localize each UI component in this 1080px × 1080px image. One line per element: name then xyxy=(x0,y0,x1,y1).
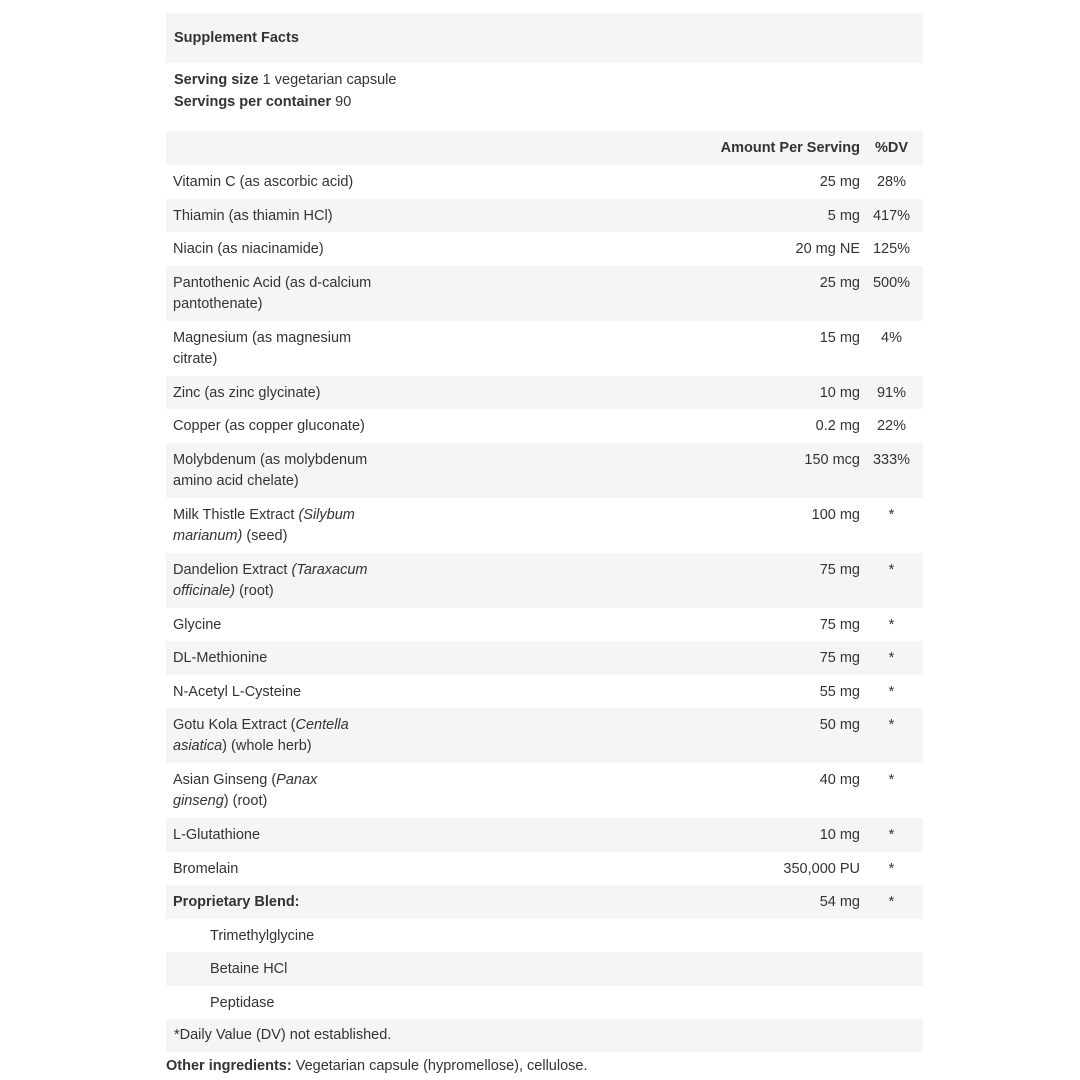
ingredient-name xyxy=(166,715,388,757)
ingredient-amount: 5 mg xyxy=(827,207,860,224)
table-row xyxy=(166,641,923,675)
ingredient-part: ) (whole herb) xyxy=(222,738,312,754)
ingredient-name: L-Glutathione xyxy=(173,827,261,843)
servings-per-container-label: Servings per container xyxy=(174,94,332,110)
ingredient-dv: 91% xyxy=(876,384,907,401)
table-row xyxy=(166,818,923,852)
ingredient-name-line1: Molybdenum (as molybdenum xyxy=(173,451,368,468)
header-dv: %DV xyxy=(874,139,909,156)
ingredient-name-line1: Pantothenic Acid (as d-calcium xyxy=(173,274,372,291)
ingredient-part: (root) xyxy=(235,582,274,599)
ingredient-name xyxy=(166,273,388,315)
ingredient-amount: 0.2 mg xyxy=(815,418,860,434)
ingredient-amount: 75 mg xyxy=(819,616,860,633)
ingredient-dv: * xyxy=(888,894,895,910)
ingredient-name-text: Gotu Kola Extract ( xyxy=(173,717,296,733)
table-row xyxy=(166,199,923,233)
ingredient-dv: * xyxy=(888,717,895,733)
header-amount: Amount Per Serving xyxy=(720,139,860,156)
ingredient-dv: 333% xyxy=(872,451,911,468)
ingredient-dv: 22% xyxy=(876,418,907,434)
table-row xyxy=(166,498,923,553)
ingredient-name: Zinc (as zinc glycinate) xyxy=(173,384,321,401)
table-row xyxy=(166,708,923,763)
latin-name-part1: Panax xyxy=(276,772,318,788)
blend-item-row xyxy=(166,952,923,986)
latin-name-part2: marianum) xyxy=(173,527,243,544)
blend-item-row xyxy=(166,919,923,953)
ingredient-dv: 28% xyxy=(876,174,907,190)
ingredient-dv: * xyxy=(888,561,895,578)
ingredient-amount: 150 mcg xyxy=(804,451,860,468)
blend-item: Betaine HCl xyxy=(210,961,288,977)
table-row xyxy=(166,165,923,199)
ingredient-dv: * xyxy=(888,860,895,877)
blend-item-row xyxy=(166,986,923,1020)
dv-footnote: *Daily Value (DV) not established. xyxy=(166,1019,923,1052)
ingredient-name xyxy=(166,560,388,602)
ingredient-amount: 50 mg xyxy=(819,717,860,733)
ingredient-name-line2: pantothenate) xyxy=(173,295,263,312)
latin-name-part2: ginseng xyxy=(173,793,224,809)
serving-info xyxy=(166,63,923,124)
table-row xyxy=(166,885,923,919)
latin-name-part2: asiatica xyxy=(173,738,223,754)
table-row xyxy=(166,409,923,443)
table-row xyxy=(166,266,923,321)
ingredient-name-text: Dandelion Extract xyxy=(173,561,292,578)
table-header xyxy=(166,131,923,165)
ingredient-name xyxy=(166,770,388,812)
ingredient-dv: 500% xyxy=(872,274,911,291)
ingredient-dv: * xyxy=(888,827,895,843)
ingredient-name-text: Milk Thistle Extract xyxy=(173,506,299,523)
ingredient-amount: 25 mg xyxy=(819,274,860,291)
serving-size-label: Serving size xyxy=(174,72,259,88)
table-row xyxy=(166,321,923,376)
ingredient-part: (seed) xyxy=(242,527,288,544)
ingredient-amount: 25 mg xyxy=(819,174,860,190)
ingredient-amount: 40 mg xyxy=(819,772,860,788)
ingredient-name-line1: Magnesium (as magnesium xyxy=(173,329,352,346)
ingredient-name: Glycine xyxy=(173,616,222,633)
ingredient-name: Thiamin (as thiamin HCl) xyxy=(173,207,333,224)
ingredient-part: ) (root) xyxy=(223,793,268,809)
ingredient-name-line2: citrate) xyxy=(173,350,218,367)
ingredient-name xyxy=(166,450,388,492)
ingredient-name: Niacin (as niacinamide) xyxy=(173,241,324,257)
ingredient-dv: * xyxy=(888,772,895,788)
ingredient-name-text: Asian Ginseng ( xyxy=(173,772,277,788)
serving-size xyxy=(174,69,915,91)
ingredient-dv: * xyxy=(888,616,895,633)
ingredient-name: DL-Methionine xyxy=(173,650,268,666)
table-row xyxy=(166,763,923,818)
panel-title: Supplement Facts xyxy=(166,13,923,63)
blend-item: Peptidase xyxy=(210,994,275,1011)
ingredient-name: Vitamin C (as ascorbic acid) xyxy=(173,174,354,190)
table-row xyxy=(166,376,923,410)
ingredient-dv: * xyxy=(888,683,895,700)
ingredient-name xyxy=(166,328,388,370)
ingredient-dv: * xyxy=(888,506,895,523)
ingredient-dv: * xyxy=(888,650,895,666)
ingredient-dv: 4% xyxy=(881,329,902,346)
table-row xyxy=(166,443,923,498)
ingredient-amount: 55 mg xyxy=(819,683,860,700)
serving-size-value: 1 vegetarian capsule xyxy=(262,72,397,88)
other-ingredients xyxy=(166,1055,923,1077)
table-row xyxy=(166,852,923,886)
ingredient-amount: 10 mg xyxy=(819,384,860,401)
ingredient-name: Copper (as copper gluconate) xyxy=(173,418,365,434)
ingredient-amount: 54 mg xyxy=(819,894,860,910)
table-row xyxy=(166,232,923,266)
ingredient-amount: 350,000 PU xyxy=(783,860,860,877)
other-ingredients-label: Other ingredients: xyxy=(166,1058,292,1074)
ingredient-amount: 75 mg xyxy=(819,650,860,666)
ingredient-name: Bromelain xyxy=(173,860,239,877)
blend-item: Trimethylglycine xyxy=(210,927,315,944)
ingredient-name-line2: amino acid chelate) xyxy=(173,472,299,489)
ingredient-name xyxy=(166,505,388,547)
table-row xyxy=(166,675,923,709)
other-ingredients-value: Vegetarian capsule (hypromellose), cellulose. xyxy=(295,1058,588,1074)
ingredient-dv: 125% xyxy=(872,241,911,257)
servings-per-container xyxy=(174,91,915,113)
latin-name-part1: (Silybum xyxy=(298,506,355,523)
latin-name-part2: officinale) xyxy=(173,582,236,599)
proprietary-blend-name: Proprietary Blend: xyxy=(173,894,300,910)
table-row xyxy=(166,553,923,608)
table-row xyxy=(166,608,923,642)
ingredient-amount: 20 mg NE xyxy=(795,241,860,257)
ingredient-amount: 10 mg xyxy=(819,827,860,843)
ingredient-name: N-Acetyl L-Cysteine xyxy=(173,683,302,700)
ingredient-amount: 100 mg xyxy=(811,506,860,523)
latin-name-part1: (Taraxacum xyxy=(291,561,368,578)
latin-name-part1: Centella xyxy=(295,717,349,733)
servings-per-container-value: 90 xyxy=(335,94,352,110)
supplement-facts-panel xyxy=(166,13,923,1077)
ingredient-amount: 75 mg xyxy=(819,561,860,578)
ingredient-dv: 417% xyxy=(872,207,911,224)
ingredient-amount: 15 mg xyxy=(819,329,860,346)
